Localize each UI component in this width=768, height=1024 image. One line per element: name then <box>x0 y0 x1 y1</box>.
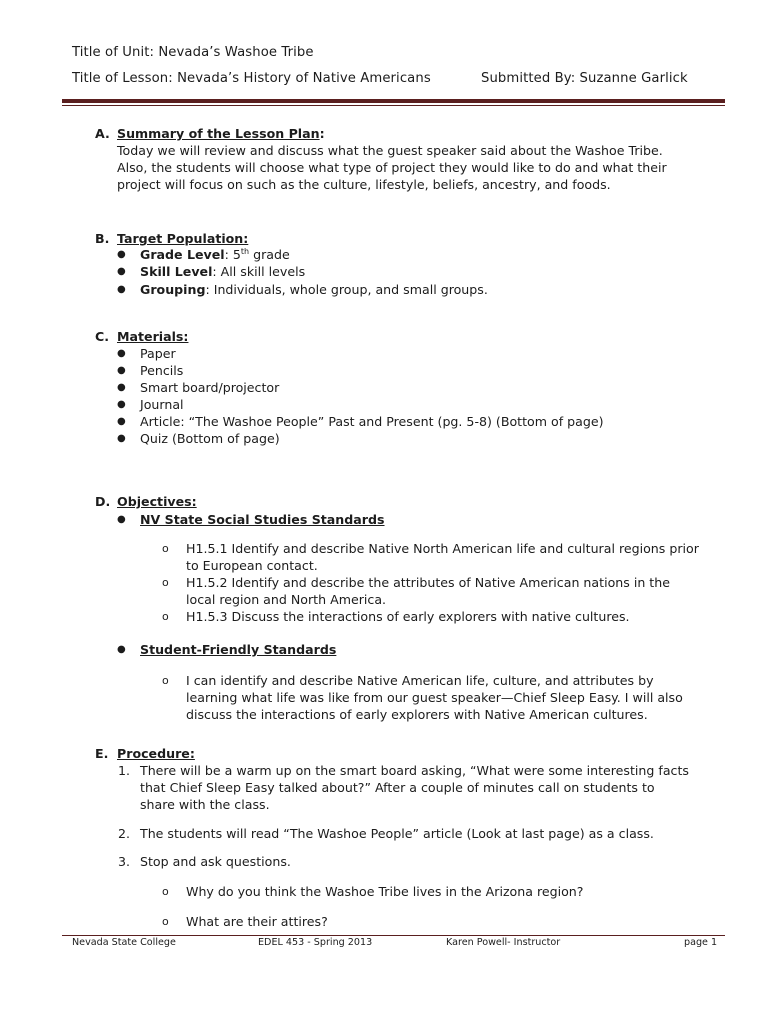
list-item: ● Article: “The Washoe People” Past and Present (pg. 5-8) (Bottom of page) <box>117 414 604 429</box>
footer-course: EDEL 453 - Spring 2013 <box>258 937 373 948</box>
standard-item: o H1.5.2 Identify and describe the attributes of Native American nations in the local region and North America. <box>162 575 670 607</box>
section-title: Objectives: <box>117 494 197 509</box>
section-a-body <box>117 142 667 193</box>
subsection-heading: ● Student-Friendly Standards <box>117 642 337 657</box>
section-d-heading <box>95 493 197 510</box>
list-item: ● Smart board/projector <box>117 380 280 395</box>
section-title: Target Population: <box>117 231 249 246</box>
step-number: 1. <box>118 763 131 778</box>
list-item: ● Skill Level: All skill levels <box>117 264 306 279</box>
circle-bullet-icon: o <box>162 915 169 928</box>
step-number: 3. <box>118 854 131 869</box>
section-e-heading <box>95 745 195 762</box>
footer-rule <box>62 935 725 936</box>
list-item: ● Journal <box>117 397 184 412</box>
text-line: Today we will review and discuss what the guest speaker said about the Washoe Tribe. <box>117 143 663 158</box>
list-item: ● Paper <box>117 346 176 361</box>
section-letter: D. <box>95 494 111 509</box>
section-letter: B. <box>95 231 110 246</box>
bullet-icon: ● <box>117 433 126 444</box>
footer-instructor: Karen Powell- Instructor <box>446 937 561 948</box>
bullet-icon: ● <box>117 365 126 376</box>
circle-bullet-icon: o <box>162 610 169 623</box>
section-a-heading <box>95 125 325 142</box>
question-item: o What are their attires? <box>162 914 328 929</box>
lesson-title: Title of Lesson: Nevada’s History of Native Americans <box>72 71 431 86</box>
section-title: Materials: <box>117 329 189 344</box>
title-colon: : <box>319 126 325 141</box>
bullet-icon: ● <box>117 382 126 393</box>
step-number: 2. <box>118 826 131 841</box>
procedure-step: 2. The students will read “The Washoe People” article (Look at last page) as a class. <box>118 826 654 841</box>
header-rule-thick <box>62 99 725 103</box>
bullet-icon: ● <box>117 399 126 410</box>
section-b-heading <box>95 230 248 247</box>
submitted-by: Submitted By: Suzanne Garlick <box>481 71 688 86</box>
text-line: project will focus on such as the culture, lifestyle, beliefs, ancestry, and foods. <box>117 177 611 192</box>
footer-college: Nevada State College <box>72 937 176 948</box>
bullet-icon: ● <box>117 348 126 359</box>
question-item: o Why do you think the Washoe Tribe lives in the Arizona region? <box>162 884 584 899</box>
procedure-step: 1. There will be a warm up on the smart board asking, “What were some interesting facts that Chief Sleep Easy talked about?” After a couple of minutes call on students to share with the class. <box>118 763 689 812</box>
unit-title: Title of Unit: Nevada’s Washoe Tribe <box>72 45 314 60</box>
bullet-icon: ● <box>117 266 126 277</box>
bullet-icon: ● <box>117 249 126 260</box>
text-line: Also, the students will choose what type of project they would like to do and what their <box>117 160 667 175</box>
circle-bullet-icon: o <box>162 885 169 898</box>
list-item: ● Pencils <box>117 363 184 378</box>
standard-item: o H1.5.1 Identify and describe Native North American life and cultural regions prior to European contact. <box>162 541 699 573</box>
circle-bullet-icon: o <box>162 674 169 687</box>
section-c-heading <box>95 328 188 345</box>
section-letter: E. <box>95 746 109 761</box>
section-title: Procedure: <box>117 746 195 761</box>
footer-page-number: page 1 <box>684 937 718 948</box>
section-title: Summary of the Lesson Plan <box>117 126 320 141</box>
circle-bullet-icon: o <box>162 576 169 589</box>
bullet-icon: ● <box>117 284 126 295</box>
header-rule-thin <box>62 105 725 106</box>
list-item: ● Quiz (Bottom of page) <box>117 431 280 446</box>
bullet-icon: ● <box>117 514 126 525</box>
section-letter: A. <box>95 126 110 141</box>
bullet-icon: ● <box>117 644 126 655</box>
list-item: ● Grouping: Individuals, whole group, and small groups. <box>117 282 488 297</box>
standard-item: o H1.5.3 Discuss the interactions of early explorers with native cultures. <box>162 609 630 624</box>
circle-bullet-icon: o <box>162 542 169 555</box>
bullet-icon: ● <box>117 416 126 427</box>
section-letter: C. <box>95 329 110 344</box>
standard-item: o I can identify and describe Native American life, culture, and attributes by learning what life was like from our guest speaker—Chief Sleep Easy. I will also discuss the interactions of early explorers with Native American cultures. <box>162 673 683 722</box>
list-item: ● Grade Level: 5th grade <box>117 247 290 262</box>
procedure-step: 3. Stop and ask questions. <box>118 854 291 869</box>
subsection-heading: ● NV State Social Studies Standards <box>117 512 385 527</box>
